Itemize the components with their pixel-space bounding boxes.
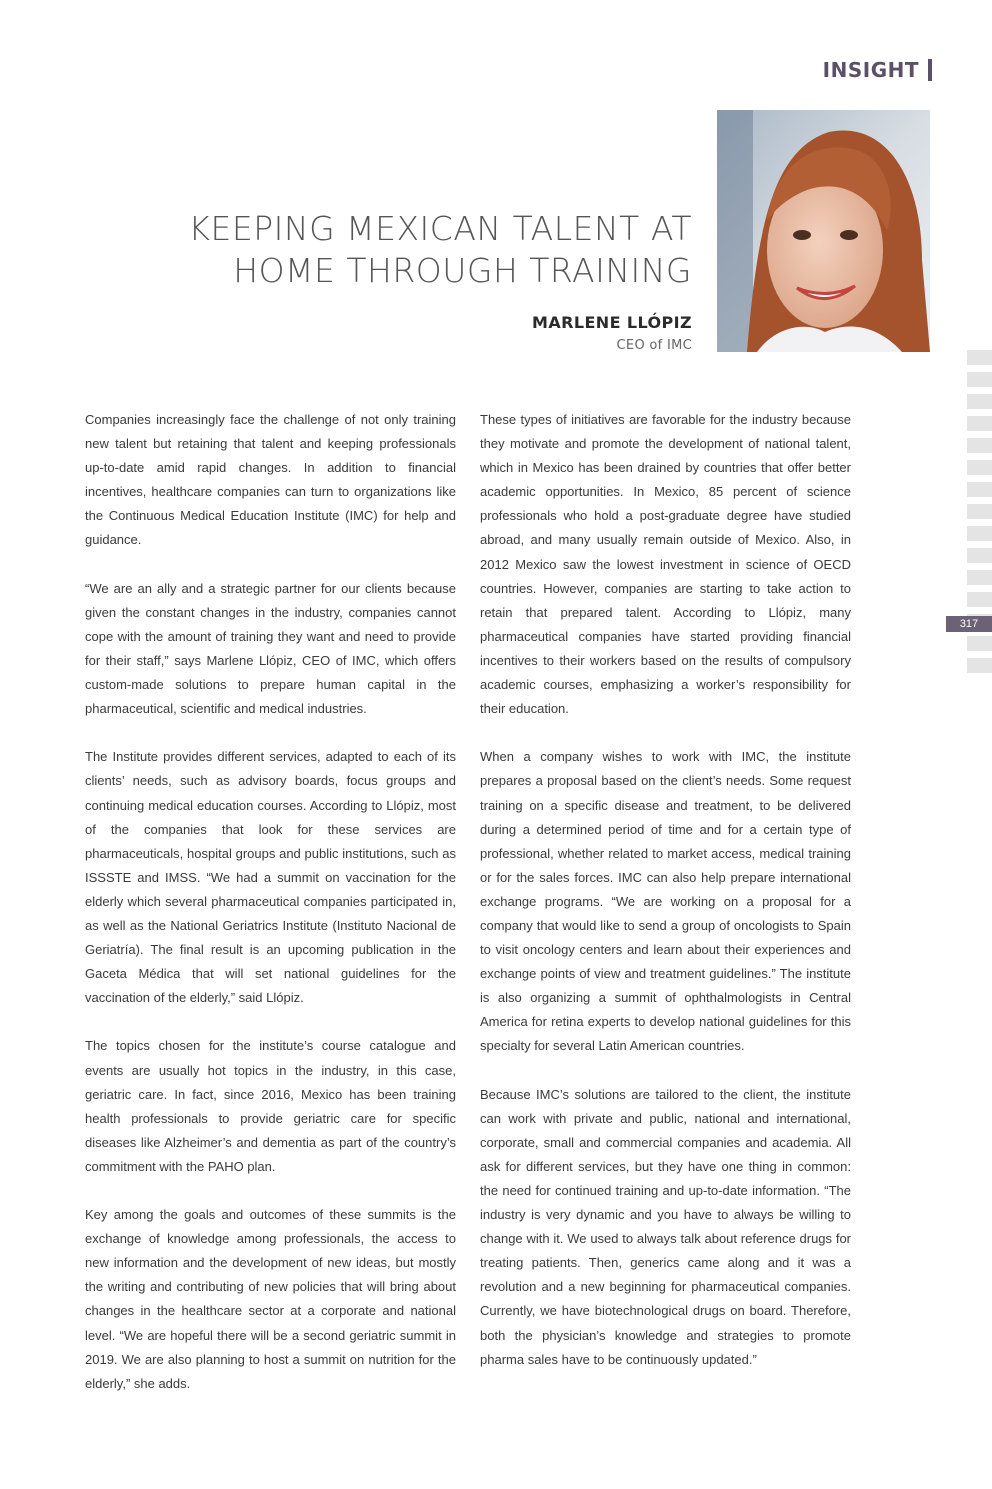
thumb-block bbox=[967, 548, 992, 563]
paragraph: Companies increasingly face the challenge of not only training new talent but retaining that talent and keeping professionals up-to-date amid rapid changes. In addition to financial incentives, healthcare companies can turn to organizations like the Continuous Medical Education Institute (IMC) for help and guidance. bbox=[85, 412, 456, 548]
paragraph: When a company wishes to work with IMC, the institute prepares a proposal based on the client’s needs. Some request training on a specific disease and treatment, to be delivered during a determined period of time and for a certain type of professional, whether related to market access, medical training or for the sales forces. IMC can also help prepare international exchange programs. “We are working on a proposal for a company that would like to send a group of oncologists to Spain to visit oncology centers and learn about their experiences and exchange points of view and treatment guidelines.” The institute is also organizing a summit of ophthalmologists in Central America for retina experts to develop national guidelines for this specialty for several Latin American countries. bbox=[480, 749, 851, 1054]
paragraph: “We are an ally and a strategic partner for our clients because given the constant changes in the industry, companies cannot cope with the amount of training they want and need to provide for their staff,” says Marlene Llópiz, CEO of IMC, which offers custom-made solutions to prepare human capital in the pharmaceutical, scientific and medical industries. bbox=[85, 580, 456, 717]
thumb-block bbox=[967, 526, 992, 541]
section-label: INSIGHT bbox=[822, 58, 919, 82]
paragraph: Because IMC’s solutions are tailored to the client, the institute can work with private and public, national and international, corporate, small and commercial companies and academia. All ask for different services, but they have one thing in common: the need for continued training and up-to-date information. “The industry is very dynamic and you have to always be willing to change with it. We used to always talk about reference drugs for treating patients. Then, generics came along and it was a revolution and a new beginning for pharmaceutical companies. Currently, we have biotechnological drugs on board. Therefore, both the physician’s knowledge and strategies to promote pharma sales have to be continuously updated.” bbox=[480, 1086, 851, 1367]
section-tag bbox=[823, 58, 932, 82]
body-column-right bbox=[480, 408, 851, 1396]
author-name: MARLENE LLÓPIZ bbox=[532, 313, 692, 332]
thumb-block bbox=[967, 350, 992, 365]
thumb-block bbox=[967, 658, 992, 673]
thumb-block bbox=[967, 570, 992, 585]
body-column-left bbox=[85, 408, 456, 1420]
thumb-block bbox=[967, 482, 992, 497]
paragraph: The topics chosen for the institute’s course catalogue and events are usually hot topics in the industry, in this case, geriatric care. In fact, since 2016, Mexico has been training health professionals to provide geriatric care for specific diseases like Alzheimer’s and dementia as part of the country’s commitment with the PAHO plan. bbox=[85, 1038, 456, 1174]
paragraph: Key among the goals and outcomes of these summits is the exchange of knowledge among professionals, the access to new information and the development of new ideas, but mostly the writing and contributing of new policies that will bring about changes in the healthcare sector at a corporate and national level. “We are hopeful there will be a second geriatric summit in 2019. We are also planning to host a summit on nutrition for the elderly,” she adds. bbox=[85, 1207, 456, 1391]
title-line-2: HOME THROUGH TRAINING bbox=[233, 251, 692, 290]
paragraph: These types of initiatives are favorable for the industry because they motivate and promote the development of national talent, which in Mexico has been drained by countries that offer better academic opportunities. In Mexico, 85 percent of science professionals who hold a post-graduate degree have studied abroad, and many usually remain outside of Mexico. Also, in 2012 Mexico saw the lowest investment in science of OECD countries. However, companies are starting to take action to retain that prepared talent. According to Llópiz, many pharmaceutical companies have started providing financial incentives to their workers based on the results of compulsory academic courses, emphasizing a worker’s responsibility for their education. bbox=[480, 412, 851, 717]
thumb-block bbox=[967, 636, 992, 651]
paragraph: The Institute provides different services, adapted to each of its clients’ needs, such as advisory boards, focus groups and continuing medical education courses. According to Llópiz, most of the companies that look for these services are pharmaceuticals, hospital groups and public institutions, such as ISSSTE and IMSS. “We had a summit on vaccination for the elderly which several pharmaceutical companies participated in, as well as the National Geriatrics Institute (Instituto Nacional de Geriatría). The final result is an upcoming publication in the Gaceta Médica that will set national guidelines for the vaccination of the elderly,” said Llópiz. bbox=[85, 749, 456, 1006]
page-number: 317 bbox=[946, 616, 992, 632]
author-portrait bbox=[717, 110, 930, 352]
author-role: CEO of IMC bbox=[616, 338, 692, 353]
section-divider bbox=[928, 59, 932, 81]
title-line-1: KEEPING MEXICAN TALENT AT bbox=[188, 209, 692, 248]
thumb-block bbox=[967, 372, 992, 387]
thumb-block bbox=[967, 460, 992, 475]
thumb-block bbox=[967, 416, 992, 431]
thumb-block bbox=[967, 394, 992, 409]
thumb-block bbox=[967, 438, 992, 453]
thumb-block bbox=[967, 504, 992, 519]
article-title bbox=[72, 208, 692, 292]
thumb-block bbox=[967, 592, 992, 607]
